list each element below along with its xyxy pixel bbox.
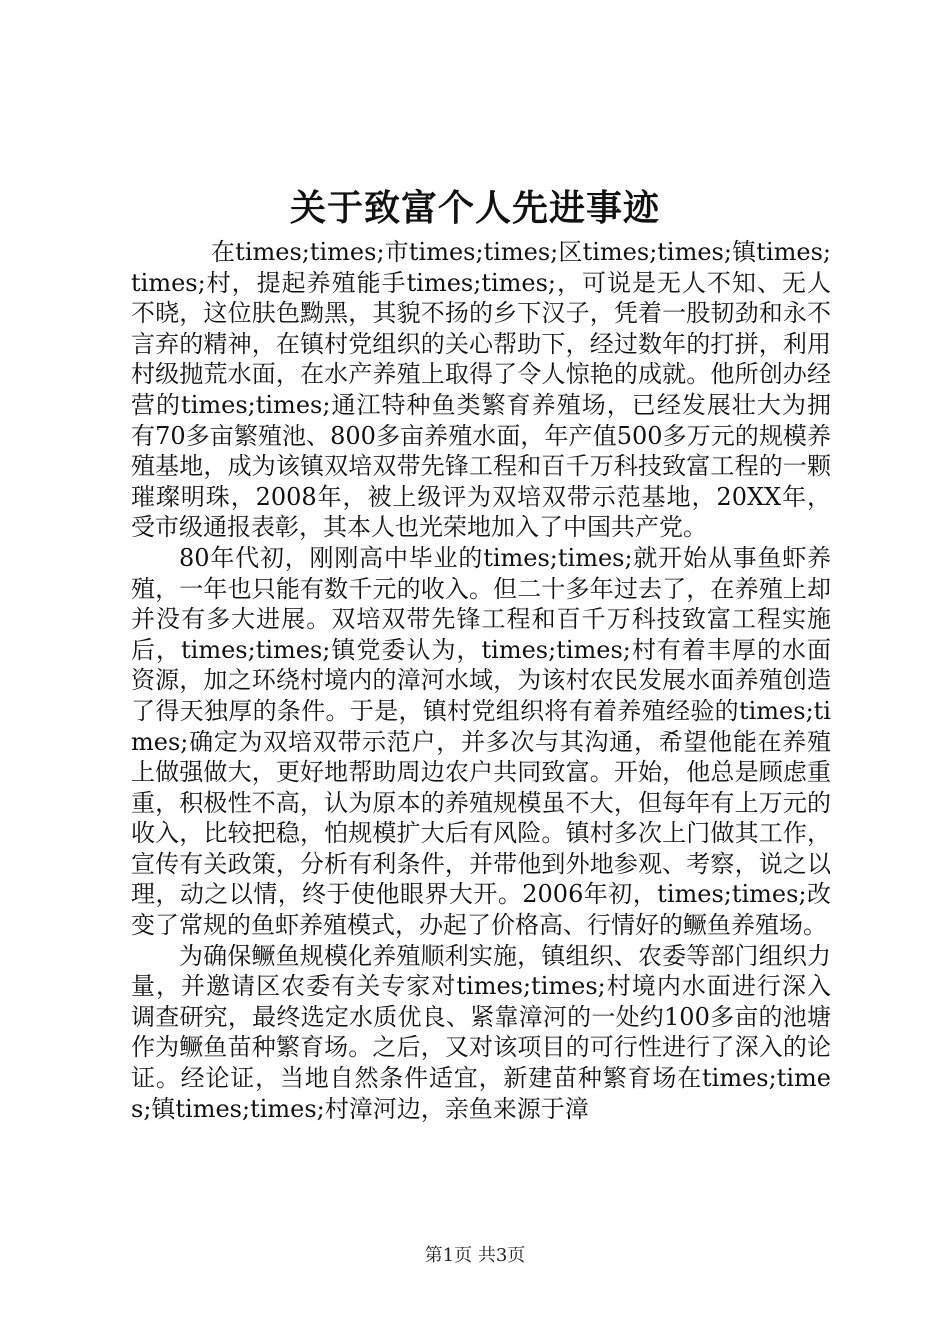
body-paragraph-3: 为确保鳜鱼规模化养殖顺利实施，镇组织、农委等部门组织力量，并邀请区农委有关专家对times;times;村境内水面进行深入调查研究，最终选定水质优良、紧靠漳河的一处约100多亩的池塘作为鳜鱼苗种繁育场。之后，又对该项目的可行性进行了深入的论证。经论证，当地自然条件适宜，新建苗种繁育场在times;times;镇times;times;村漳河边，亲鱼来源于漳 bbox=[131, 941, 831, 1123]
body-paragraph-2: 80年代初，刚刚高中毕业的times;times;就开始从事鱼虾养殖，一年也只能有数千元的收入。但二十多年过去了，在养殖上却并没有多大进展。双培双带先锋工程和百千万科技致富工程实施后，times;times;镇党委认为，times;times;村有着丰厚的水面资源，加之环绕村境内的漳河水域，为该村农民发展水面养殖创造了得天独厚的条件。于是，镇村党组织将有着养殖经验的times;times;确定为双培双带示范户，并多次与其沟通，希望他能在养殖上做强做大，更好地帮助周边农户共同致富。开始，他总是顾虑重重，积极性不高，认为原本的养殖规模虽不大，但每年有上万元的收入，比较把稳，怕规模扩大后有风险。镇村多次上门做其工作，宣传有关政策，分析有利条件，并带他到外地参观、考察，说之以理，动之以情，终于使他眼界大开。2006年初，times;times;改变了常规的鱼虾养殖模式，办起了价格高、行情好的鳜鱼养殖场。 bbox=[131, 543, 831, 940]
page-number-footer: 第1页 共3页 bbox=[424, 1245, 526, 1266]
body-paragraph-1: 在times;times;市times;times;区times;times;镇times;times;村，提起养殖能手times;times;，可说是无人不知、无人不晓，这位肤色黝黑，其貌不扬的乡下汉子，凭着一股韧劲和永不言弃的精神，在镇村党组织的关心帮助下，经过数年的打拼，利用村级抛荒水面，在水产养殖上取得了令人惊艳的成就。他所创办经营的times;times;通江特种鱼类繁育养殖场，已经发展壮大为拥有70多亩繁殖池、800多亩养殖水面，年产值500多万元的规模养殖基地，成为该镇双培双带先锋工程和百千万科技致富工程的一颗璀璨明珠，2008年，被上级评为双培双带示范基地，20XX年，受市级通报表彰，其本人也光荣地加入了中国共产党。 bbox=[131, 238, 831, 542]
document-body bbox=[131, 237, 831, 1124]
document-title: 关于致富个人先进事迹 bbox=[289, 187, 660, 229]
